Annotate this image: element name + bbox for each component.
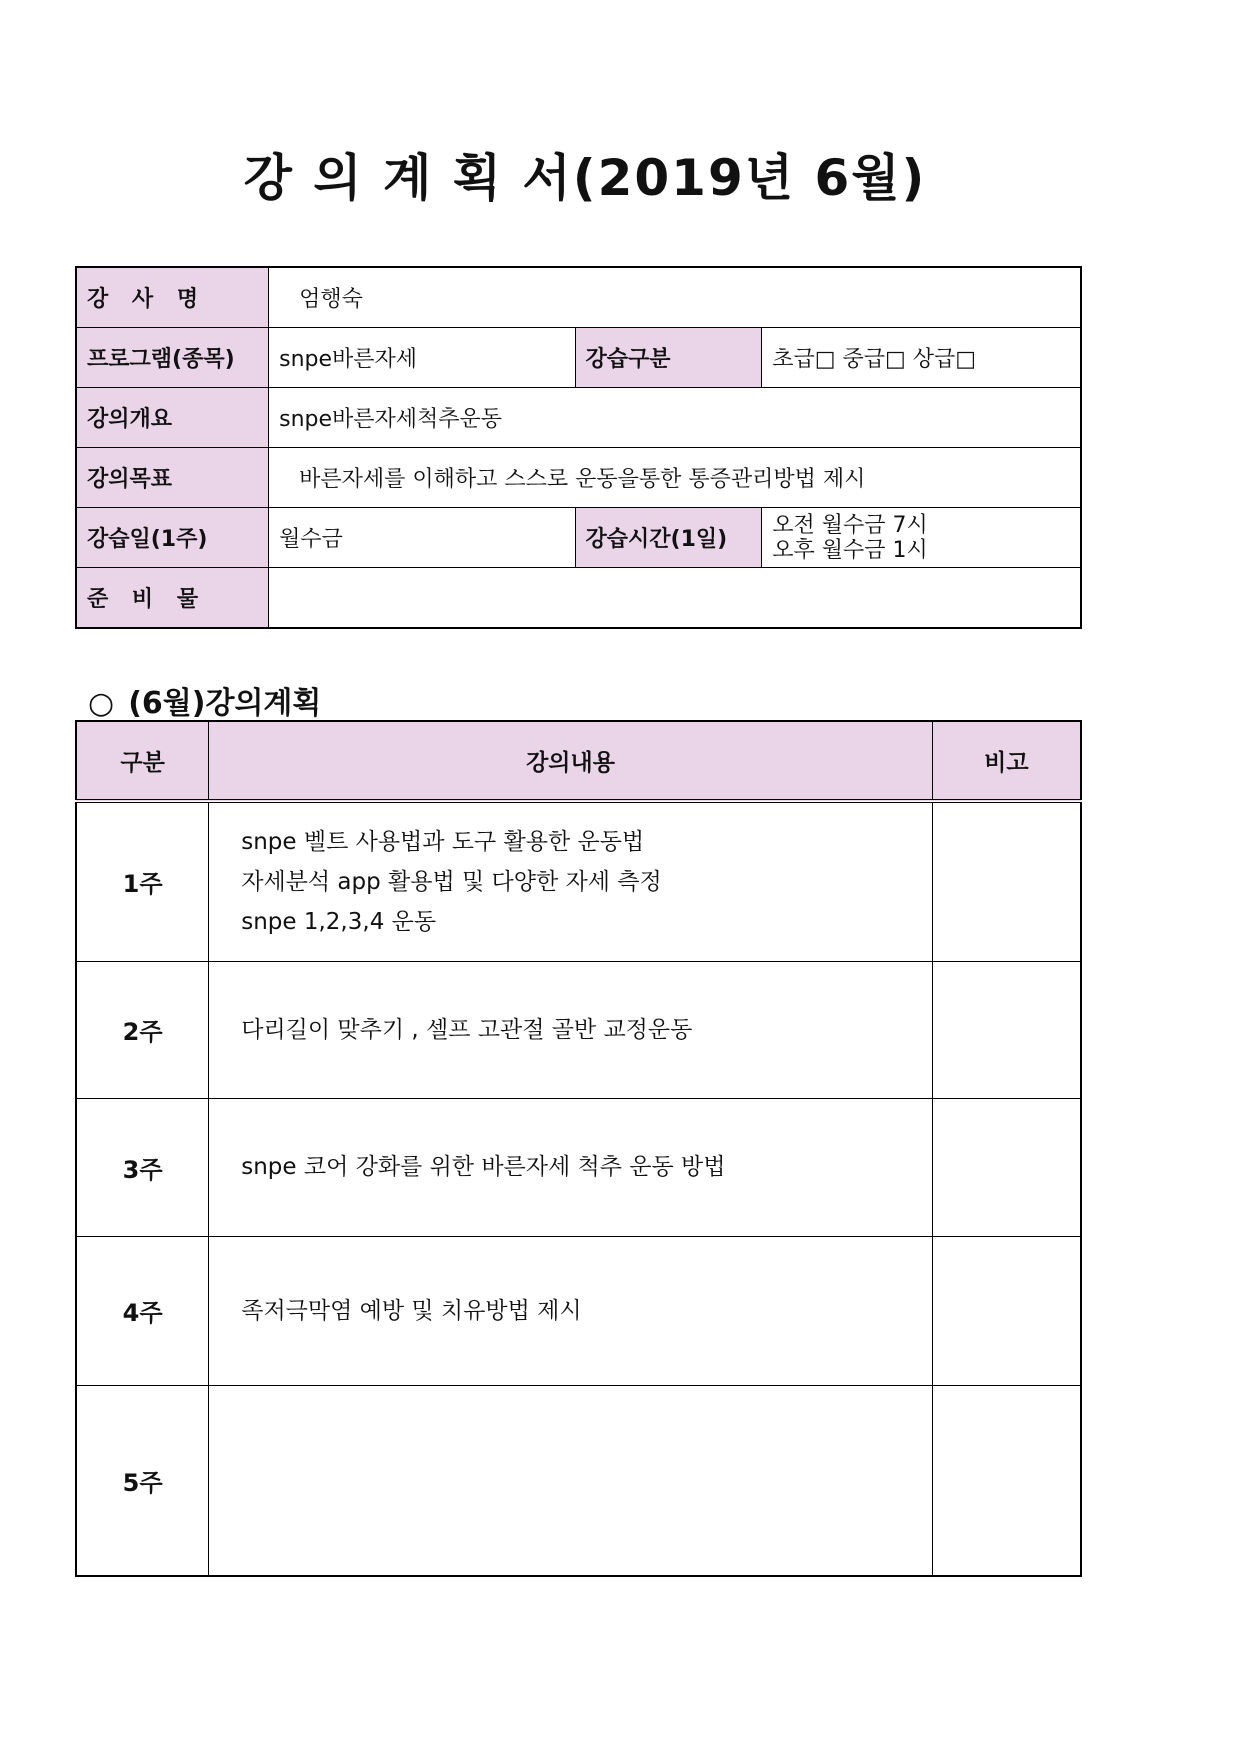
time-morning: 오전 월수금 7시 xyxy=(772,512,928,538)
week-cell: 4주 xyxy=(76,1236,209,1385)
note-cell xyxy=(932,1236,1081,1385)
note-cell xyxy=(932,1385,1081,1576)
lecture-plan-table xyxy=(75,720,1082,1577)
week-cell: 2주 xyxy=(76,961,209,1098)
supplies-row xyxy=(76,568,1081,629)
schedule-row xyxy=(76,508,1081,568)
days-value: 월수금 xyxy=(269,508,575,568)
program-value: snpe바른자세 xyxy=(269,328,575,388)
content-cell xyxy=(209,1236,933,1385)
level-value: 초급□ 중급□ 상급□ xyxy=(762,328,1081,388)
week-cell: 5주 xyxy=(76,1385,209,1576)
plan-header-row xyxy=(76,721,1081,801)
course-info-table xyxy=(75,266,1082,629)
time-afternoon: 오후 월수금 1시 xyxy=(772,537,928,563)
content-cell xyxy=(209,1385,933,1576)
program-label: 프로그램(종목) xyxy=(76,328,269,388)
instructor-row xyxy=(76,267,1081,328)
plan-heading xyxy=(88,678,321,722)
goal-value: 바른자세를 이해하고 스스로 운동을통한 통증관리방법 제시 xyxy=(269,448,1081,508)
supplies-label: 준 비 물 xyxy=(76,568,269,629)
note-cell xyxy=(932,961,1081,1098)
document-title: 강 의 계 획 서(2019년 6월) xyxy=(243,149,927,207)
level-label: 강습구분 xyxy=(575,328,762,388)
table-row xyxy=(76,1236,1081,1385)
supplies-value xyxy=(269,568,1081,629)
content-line: 족저극막염 예방 및 치유방법 제시 xyxy=(241,1297,582,1324)
content-line: snpe 벨트 사용법과 도구 활용한 운동법 xyxy=(241,828,645,855)
goal-label: 강의목표 xyxy=(76,448,269,508)
note-cell xyxy=(932,801,1081,961)
instructor-value: 엄행숙 xyxy=(269,267,1081,328)
table-row xyxy=(76,801,1081,961)
content-line: snpe 코어 강화를 위한 바른자세 척추 운동 방법 xyxy=(241,1154,726,1180)
content-line: 다리길이 맞추기 , 셀프 고관절 골반 교정운동 xyxy=(241,1016,693,1043)
table-row xyxy=(76,1385,1081,1576)
time-value xyxy=(762,508,1081,568)
content-line: 자세분석 app 활용법 및 다양한 자세 측정 xyxy=(241,868,662,895)
content-cell xyxy=(209,961,933,1098)
note-cell xyxy=(932,1098,1081,1236)
goal-row xyxy=(76,448,1081,508)
table-row xyxy=(76,1098,1081,1236)
content-cell xyxy=(209,1098,933,1236)
days-label: 강습일(1주) xyxy=(76,508,269,568)
content-cell xyxy=(209,801,933,961)
bullet-circle-icon: ○ xyxy=(88,686,115,721)
table-row xyxy=(76,961,1081,1098)
time-label: 강습시간(1일) xyxy=(575,508,762,568)
week-cell: 3주 xyxy=(76,1098,209,1236)
content-line: snpe 1,2,3,4 운동 xyxy=(241,908,437,935)
program-row xyxy=(76,328,1081,388)
overview-row xyxy=(76,388,1081,448)
col-content-header: 강의내용 xyxy=(209,721,933,801)
overview-value: snpe바른자세척추운동 xyxy=(269,388,1081,448)
week-cell: 1주 xyxy=(76,801,209,961)
col-note-header: 비고 xyxy=(932,721,1081,801)
plan-heading-text: (6월)강의계획 xyxy=(128,686,322,721)
instructor-label: 강 사 명 xyxy=(76,267,269,328)
col-week-header: 구분 xyxy=(76,721,209,801)
overview-label: 강의개요 xyxy=(76,388,269,448)
